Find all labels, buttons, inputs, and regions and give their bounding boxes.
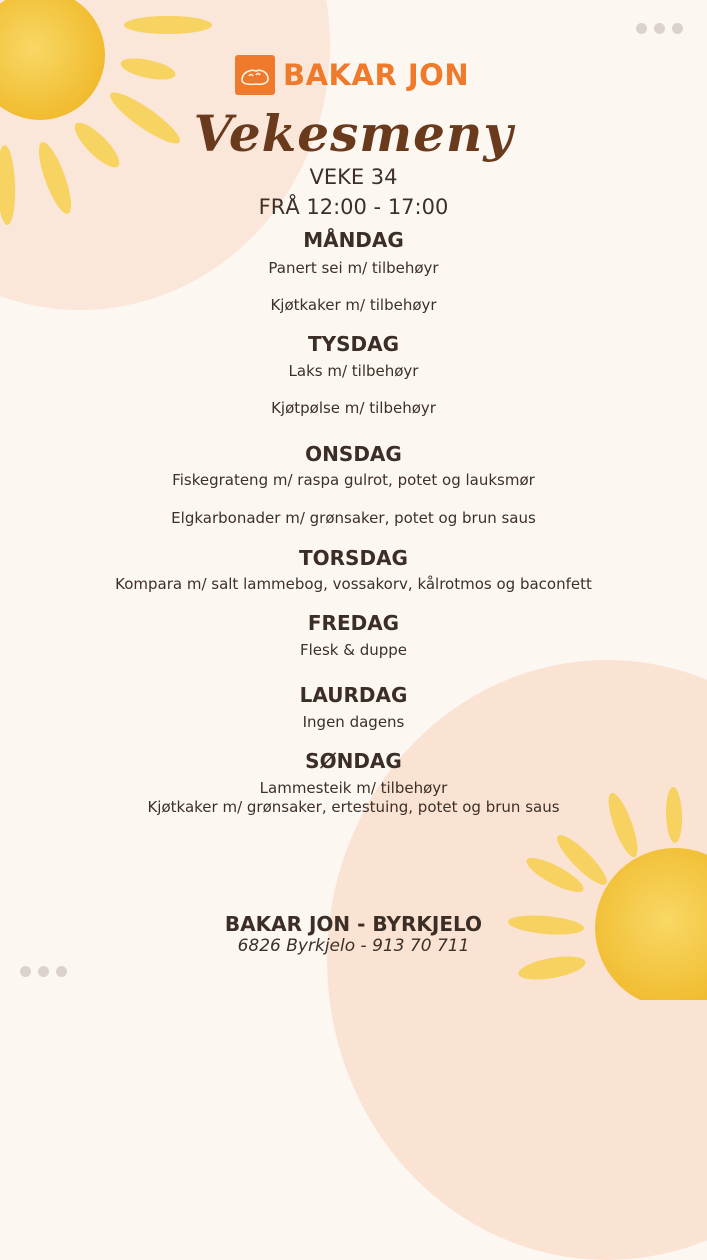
dish-item: Kompara m/ salt lammebog, vossakorv, kålrotmos og baconfett [115,575,592,593]
dish-item: Elgkarbonader m/ grønsaker, potet og brun saus [171,509,536,527]
day-heading-torsdag: TORSDAG [299,546,408,570]
week-number: VEKE 34 [309,165,398,189]
dish-item: Fiskegrateng m/ raspa gulrot, potet og lauksmør [172,471,535,489]
dish-item: Lammesteik m/ tilbehøyr [259,779,448,797]
day-heading-onsdag: ONSDAG [305,442,402,466]
decorative-dots-bottom-left [20,966,67,977]
decorative-dots-top-right [636,23,683,34]
day-heading-fredag: FREDAG [307,611,400,635]
brand-name: BAKAR JON [283,58,470,92]
logo-mark-icon [235,55,275,95]
dish-item: Ingen dagens [302,713,405,731]
opening-hours: FRÅ 12:00 - 17:00 [258,195,449,219]
dish-item: Kjøtpølse m/ tilbehøyr [271,399,436,417]
dish-item: Laks m/ tilbehøyr [288,362,419,380]
day-heading-mandag: MÅNDAG [303,228,404,252]
day-heading-tysdag: TYSDAG [307,332,400,356]
dish-item: Panert sei m/ tilbehøyr [268,259,439,277]
dish-item: Kjøtkaker m/ tilbehøyr [270,296,437,314]
bread-icon [239,62,271,88]
brand-logo [235,55,469,95]
footer-contact: 6826 Byrkjelo - 913 70 711 [237,936,470,956]
day-heading-sondag: SØNDAG [305,749,402,773]
footer-business-name: BAKAR JON - BYRKJELO [224,912,483,936]
page-title: Vekesmeny [193,104,514,163]
dish-item: Kjøtkaker m/ grønsaker, ertestuing, potet og brun saus [147,798,560,816]
dish-item: Flesk & duppe [299,641,408,659]
day-heading-laurdag: LAURDAG [299,683,408,707]
